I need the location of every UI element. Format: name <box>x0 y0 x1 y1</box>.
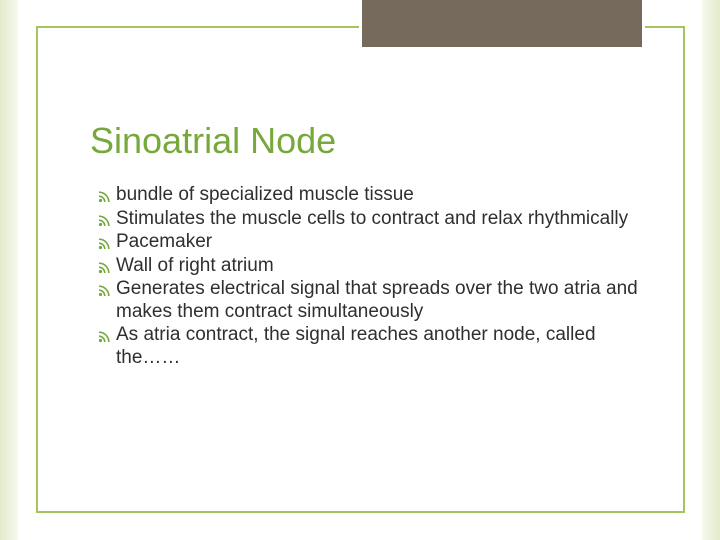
bullet-item <box>98 324 638 369</box>
bullet-item <box>98 231 638 254</box>
bullet-text: Generates electrical signal that spreads over the two atria and makes them contract simultaneously <box>116 278 638 322</box>
top-decorative-tab <box>359 0 645 50</box>
bullet-text: Pacemaker <box>116 231 213 252</box>
bullet-text: Stimulates the muscle cells to contract and relax rhythmically <box>116 207 629 229</box>
wifi-signal-icon <box>98 260 112 274</box>
slide-title: Sinoatrial Node <box>90 120 337 161</box>
wifi-signal-icon <box>98 329 112 343</box>
bullet-item <box>98 184 638 207</box>
bullet-item <box>98 255 638 278</box>
bullet-item <box>98 208 638 231</box>
bullet-list <box>98 184 638 370</box>
bullet-text: Wall of right atrium <box>116 254 274 276</box>
bullet-text: As atria contract, the signal reaches another node, called the…… <box>116 324 596 368</box>
right-gradient-bar <box>702 0 720 540</box>
wifi-signal-icon <box>98 189 112 203</box>
wifi-signal-icon <box>98 283 112 297</box>
wifi-signal-icon <box>98 213 112 227</box>
bullet-text: bundle of specialized muscle tissue <box>116 184 414 205</box>
wifi-signal-icon <box>98 236 112 250</box>
bullet-item <box>98 278 638 323</box>
left-gradient-bar <box>0 0 18 540</box>
